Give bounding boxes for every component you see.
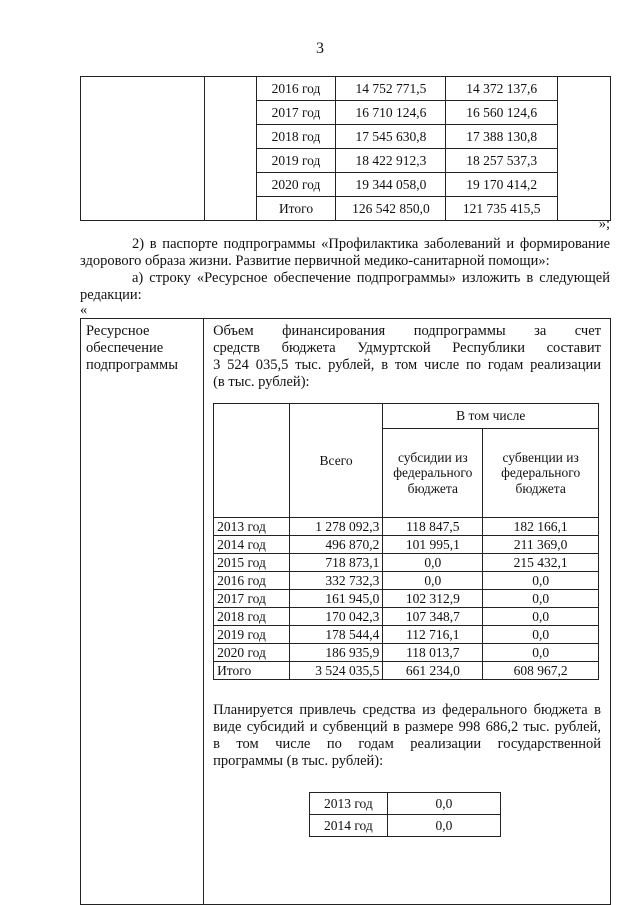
subventions-cell: 608 967,2	[483, 662, 599, 680]
item-a-line-1: а) строку «Ресурсное обеспечение подпрограммы» изложить в следующей	[132, 270, 610, 286]
year-cell: 2020 год	[214, 644, 290, 662]
table-row	[310, 793, 501, 815]
value-cell: 17 545 630,8	[336, 125, 446, 149]
year-cell: 2016 год	[214, 572, 290, 590]
passport-content-cell	[204, 319, 611, 905]
value-cell: 0,0	[387, 793, 500, 815]
subventions-cell: 182 166,1	[483, 518, 599, 536]
para1-line: 3 524 035,5 тыс. рублей, в том числе по годам реализации	[213, 357, 601, 373]
header-subventions	[483, 429, 599, 518]
subventions-cell: 0,0	[483, 626, 599, 644]
subsidies-cell: 0,0	[383, 554, 483, 572]
year-cell: 2018 год	[256, 125, 336, 149]
total-cell: 178 544,4	[289, 626, 383, 644]
table-row	[214, 608, 599, 626]
table-row	[214, 554, 599, 572]
opening-quote: «	[80, 302, 88, 318]
passport-label: обеспечение	[86, 340, 164, 356]
passport-label-cell	[81, 319, 204, 905]
value-cell: 19 344 058,0	[336, 173, 446, 197]
total-cell: 170 042,3	[289, 608, 383, 626]
header-including: В том числе	[383, 404, 599, 429]
subsidies-cell: 661 234,0	[383, 662, 483, 680]
header-line: субсидии из	[397, 449, 468, 465]
year-cell: 2013 год	[310, 793, 388, 815]
total-value-cell: 126 542 850,0	[336, 197, 446, 221]
subventions-cell: 0,0	[483, 608, 599, 626]
subventions-cell: 0,0	[483, 644, 599, 662]
value-cell: 17 388 130,8	[446, 125, 558, 149]
closing-quote: »;	[598, 216, 610, 232]
subsidies-cell: 101 995,1	[383, 536, 483, 554]
value-cell: 14 752 771,5	[336, 77, 446, 101]
table-row	[214, 572, 599, 590]
table-row	[214, 662, 599, 680]
value-cell: 19 170 414,2	[446, 173, 558, 197]
para1-line: средств бюджета Удмуртской Республики составит	[213, 340, 601, 356]
subsidies-cell: 102 312,9	[383, 590, 483, 608]
table-row	[214, 536, 599, 554]
para2-line: Планируется привлечь средства из федерального бюджета в	[213, 702, 601, 718]
table-row	[214, 590, 599, 608]
empty-cell	[81, 77, 205, 221]
passport-table	[80, 318, 611, 905]
table-row	[214, 626, 599, 644]
header-line: бюджета	[515, 480, 566, 496]
total-label-cell: Итого	[214, 662, 290, 680]
year-cell: 2016 год	[256, 77, 336, 101]
header-line: федерального	[501, 465, 581, 481]
header-line: бюджета	[407, 480, 458, 496]
table-row	[214, 644, 599, 662]
value-cell: 18 257 537,3	[446, 149, 558, 173]
year-cell: 2013 год	[214, 518, 290, 536]
empty-cell	[558, 77, 611, 221]
subventions-cell: 211 369,0	[483, 536, 599, 554]
year-cell: 2015 год	[214, 554, 290, 572]
table-row	[214, 518, 599, 536]
empty-cell	[204, 77, 256, 221]
page-number: 3	[316, 40, 324, 57]
header-empty-cell	[214, 404, 290, 518]
subsidies-cell: 107 348,7	[383, 608, 483, 626]
total-cell: 718 873,1	[289, 554, 383, 572]
para2-line: виде субсидий и субвенций в размере 998 686,2 тыс. рублей,	[213, 719, 601, 735]
total-cell: 3 524 035,5	[289, 662, 383, 680]
table-row	[81, 319, 611, 905]
year-cell: 2014 год	[214, 536, 290, 554]
total-label-cell: Итого	[256, 197, 336, 221]
passport-label: Ресурсное	[86, 323, 150, 339]
header-line: федерального	[393, 465, 473, 481]
year-cell: 2019 год	[214, 626, 290, 644]
total-cell: 186 935,9	[289, 644, 383, 662]
funding-table-continuation	[80, 76, 611, 221]
subventions-cell: 0,0	[483, 590, 599, 608]
table-row	[310, 815, 501, 837]
header-total: Всего	[289, 404, 383, 518]
item-2-line-2: здорового образа жизни. Развитие первичной медико-санитарной помощи»:	[80, 253, 550, 269]
passport-label: подпрограммы	[86, 357, 178, 373]
year-cell: 2019 год	[256, 149, 336, 173]
subsidies-cell: 118 013,7	[383, 644, 483, 662]
subsidies-cell: 118 847,5	[383, 518, 483, 536]
year-cell: 2020 год	[256, 173, 336, 197]
year-cell: 2017 год	[214, 590, 290, 608]
total-cell: 496 870,2	[289, 536, 383, 554]
value-cell: 14 372 137,6	[446, 77, 558, 101]
item-2-line-1: 2) в паспорте подпрограммы «Профилактика заболеваний и формирование	[132, 236, 610, 252]
total-cell: 161 945,0	[289, 590, 383, 608]
subventions-cell: 215 432,1	[483, 554, 599, 572]
year-cell: 2014 год	[310, 815, 388, 837]
value-cell: 16 560 124,6	[446, 101, 558, 125]
item-a-line-2: редакции:	[80, 287, 142, 303]
table-header-row	[214, 404, 599, 429]
value-cell: 0,0	[387, 815, 500, 837]
year-cell: 2017 год	[256, 101, 336, 125]
header-subsidies	[383, 429, 483, 518]
federal-funds-table	[309, 792, 501, 837]
total-value-cell: 121 735 415,5	[446, 197, 558, 221]
subsidies-cell: 112 716,1	[383, 626, 483, 644]
para2-line: программы (в тыс. рублей):	[213, 753, 384, 769]
total-cell: 332 732,3	[289, 572, 383, 590]
value-cell: 16 710 124,6	[336, 101, 446, 125]
para1-line: (в тыс. рублей):	[213, 374, 310, 390]
funding-by-year-table	[213, 403, 599, 680]
subsidies-cell: 0,0	[383, 572, 483, 590]
header-line: субвенции из	[502, 449, 579, 465]
subventions-cell: 0,0	[483, 572, 599, 590]
year-cell: 2018 год	[214, 608, 290, 626]
total-cell: 1 278 092,3	[289, 518, 383, 536]
value-cell: 18 422 912,3	[336, 149, 446, 173]
para1-line: Объем финансирования подпрограммы за счет	[213, 323, 601, 339]
table-row	[81, 77, 611, 101]
para2-line: в том числе по годам реализации государственной	[213, 736, 601, 752]
